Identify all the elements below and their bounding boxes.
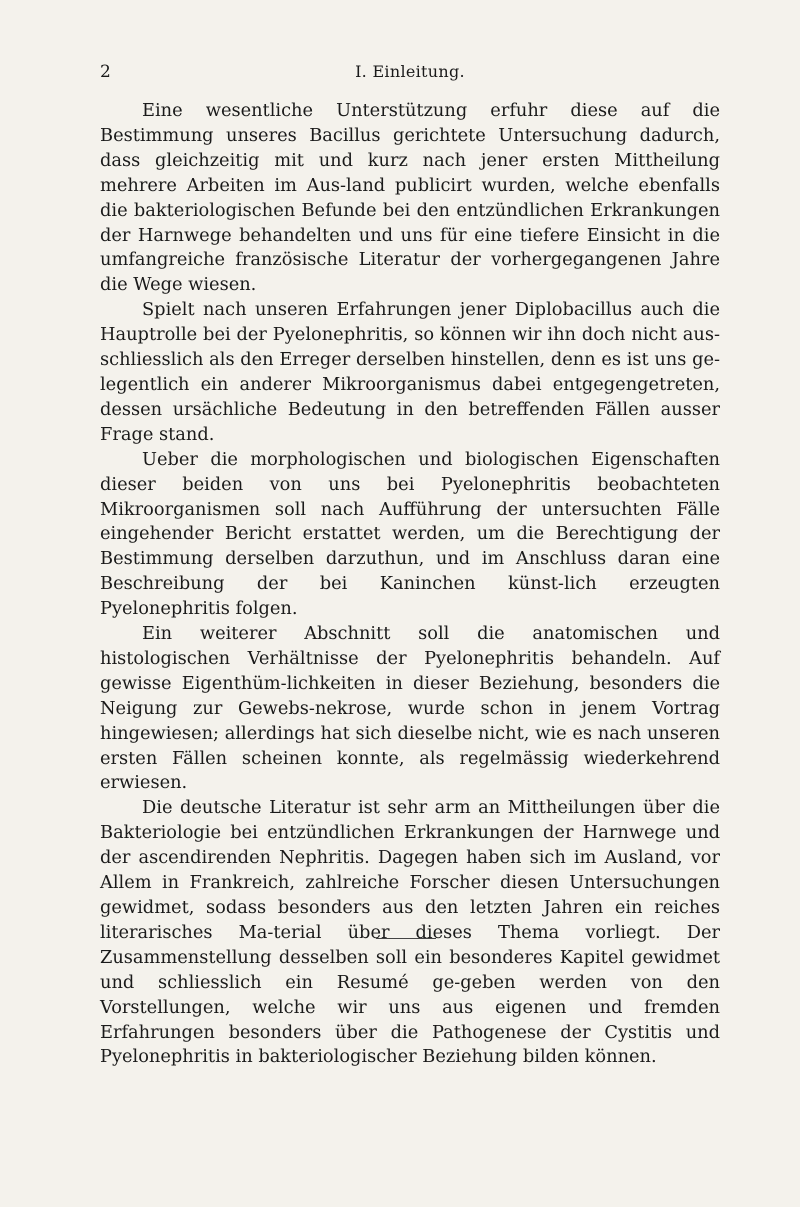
footnote-divider	[376, 938, 436, 939]
paragraph: Eine wesentliche Unterstützung erfuhr diese auf die Bestimmung unseres Bacillus gerichtete Untersuchung dadurch, dass gleichzeitig mit und kurz nach jener ersten Mittheilung mehrere Arbeiten im Aus-land publicirt wurden, welche ebenfalls die bakteriologischen Befunde bei den entzündlichen Erkrankungen der Harnwege behandelten und uns für eine tiefere Einsicht in die umfangreiche französische Literatur der vorhergegangenen Jahre die Wege wiesen.	[100, 100, 720, 296]
running-title: I. Einleitung.	[355, 62, 465, 81]
paragraph: Die deutsche Literatur ist sehr arm an Mittheilungen über die Bakteriologie bei entzündlichen Erkrankungen der Harnwege und der ascendirenden Nephritis. Dagegen haben sich im Ausland, vor Allem in Frankreich, zahlreiche Forscher diesen Untersuchungen gewidmet, sodass besonders aus den letzten Jahren ein reiches literarisches Ma-terial über dieses Thema vorliegt. Der Zusammenstellung desselben soll ein besonderes Kapitel gewidmet und schliesslich ein Resumé ge-geben werden von den Vorstellungen, welche wir uns aus eigenen und fremden Erfahrungen besonders über die Pathogenese der Cystitis und Pyelonephritis in bakteriologischer Beziehung bilden können.	[100, 797, 720, 1068]
running-head	[100, 62, 720, 86]
paragraph: Ueber die morphologischen und biologischen Eigenschaften dieser beiden von uns bei Pyelonephritis beobachteten Mikroorganismen soll nach Aufführung der untersuchten Fälle eingehender Bericht erstattet werden, um die Berechtigung der Bestimmung derselben darzuthun, und im Anschluss daran eine Beschreibung der bei Kaninchen künst-lich erzeugten Pyelonephritis folgen.	[100, 448, 720, 620]
paragraph: Spielt nach unseren Erfahrungen jener Diplobacillus auch die Hauptrolle bei der Pyelonephritis, so können wir ihn doch nicht aus-schliesslich als den Erreger derselben hinstellen, denn es ist uns ge-legentlich ein anderer Mikroorganismus dabei entgegengetreten, dessen ursächliche Bedeutung in den betreffenden Fällen ausser Frage stand.	[100, 299, 720, 445]
body-text	[100, 99, 720, 1070]
page-number: 2	[100, 62, 112, 82]
paragraph: Ein weiterer Abschnitt soll die anatomischen und histologischen Verhältnisse der Pyelonephritis behandeln. Auf gewisse Eigenthüm-lichkeiten in dieser Beziehung, besonders die Neigung zur Gewebs-nekrose, wurde schon in jenem Vortrag hingewiesen; allerdings hat sich dieselbe nicht, wie es nach unseren ersten Fällen scheinen konnte, als regelmässig wiederkehrend erwiesen.	[100, 623, 720, 794]
